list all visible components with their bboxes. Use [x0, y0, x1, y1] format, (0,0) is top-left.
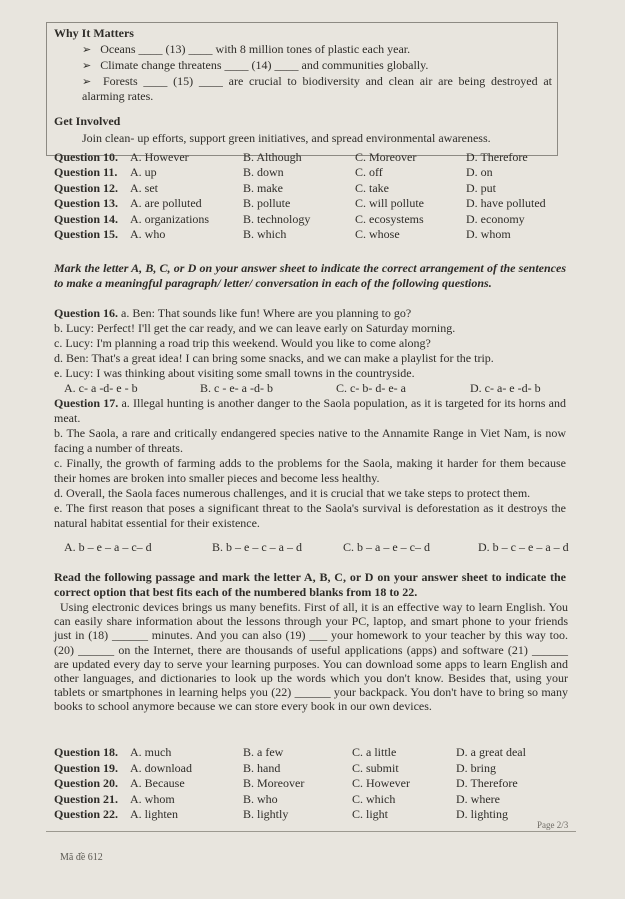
question-label: Question 14.: [54, 211, 119, 226]
q17-line-c: c. Finally, the growth of farming adds to the problems for the Saola, making it harder for them because their homes are broken into smaller pieces and become less healthy.: [54, 456, 566, 485]
instruction-arrangement: Mark the letter A, B, C, or D on your answer sheet to indicate the correct arrangement of the sentences to make a meaningful paragraph/ letter/ conversation in each of the following questions.: [54, 261, 566, 290]
q16-line-e: e. Lucy: I was thinking about visiting some small towns in the countryside.: [54, 366, 415, 380]
option-c[interactable]: C. a little: [352, 745, 397, 759]
option-c[interactable]: C. light: [352, 807, 389, 822]
q17-line-b: b. The Saola, a rare and critically endangered species native to the Annamite Range in Viet Nam, is now facing a number of threats.: [54, 426, 566, 455]
option-c[interactable]: C. Moreover: [355, 150, 417, 164]
option-a[interactable]: A. Because: [130, 776, 185, 791]
option-a[interactable]: A. download: [130, 760, 192, 775]
question-label: Question 11.: [54, 165, 118, 180]
q17-line-d: d. Overall, the Saola faces numerous challenges, and it is crucial that we take steps to protect them.: [54, 486, 531, 500]
instruction-cloze: Read the following passage and mark the letter A, B, C, or D on your answer sheet to indicate the correct option that best fits each of the numbered blanks from 18 to 22.: [54, 570, 566, 599]
option-a[interactable]: A. are polluted: [130, 196, 202, 211]
bullet-item: [82, 58, 428, 73]
option-a[interactable]: A. However: [130, 150, 189, 164]
bullet-text: Forests ____ (15) ____ are crucial to biodiversity and clean air are being destroyed at alarming rates.: [82, 74, 552, 103]
question-label: Question 15.: [54, 227, 119, 241]
q16-line-a: a. Ben: That sounds like fun! Where are you planning to go?: [121, 306, 412, 320]
q16-option-c[interactable]: C. c- b- d- e- a: [336, 381, 406, 395]
q16-line-d: d. Ben: That's a great idea! I can bring some snacks, and we can make a playlist for the trip.: [54, 351, 494, 365]
option-a[interactable]: A. lighten: [130, 807, 178, 822]
option-b[interactable]: B. make: [243, 180, 283, 195]
question-label: Question 21.: [54, 791, 119, 806]
question-label: Question 18.: [54, 745, 119, 759]
option-d[interactable]: D. Therefore: [456, 776, 518, 791]
q16-option-b[interactable]: B. c - e- a -d- b: [200, 381, 273, 395]
option-b[interactable]: B. Although: [243, 150, 302, 164]
option-b[interactable]: B. hand: [243, 760, 281, 775]
question-17: [54, 396, 566, 425]
arrow-bullet-icon: ➢: [82, 76, 92, 88]
question-label: Question 16.: [54, 306, 119, 320]
option-b[interactable]: B. pollute: [243, 196, 291, 211]
question-label: Question 22.: [54, 807, 119, 822]
question-label: Question 12.: [54, 180, 119, 195]
q17-option-c[interactable]: C. b – a – e – c– d: [343, 540, 430, 554]
option-c[interactable]: C. whose: [355, 227, 400, 241]
option-d[interactable]: D. where: [456, 791, 500, 806]
option-b[interactable]: B. which: [243, 227, 287, 241]
option-d[interactable]: D. on: [466, 165, 493, 180]
question-label: Question 19.: [54, 760, 119, 775]
reading-passage: Using electronic devices brings us many benefits. First of all, it is an effective way to learn English. You can easily share information about the lessons through your PC, laptop, and smart phone to your friends just in (18) ______ minutes. And you can also (19) ___ your homework to your teacher by this way too. (20) ______ on the Internet, there are thousands of useful applications (apps) and software (21) ______ are updated every day to serve your learning purposes. You can download some apps to learn English and other languages, and dictionaries to look up the words which you don't know. Besides that, using your tablets or smartphones in learning helps you (22) ______ your backpack. You don't have to bring so many books to school anymore because we can store every book in our own devices.: [54, 600, 568, 714]
bullet-text: Oceans ____ (13) ____ with 8 million tones of plastic each year.: [100, 42, 411, 56]
option-b[interactable]: B. who: [243, 791, 278, 806]
q17-option-b[interactable]: B. b – e – c – a – d: [212, 540, 302, 554]
option-b[interactable]: B. down: [243, 165, 284, 180]
bullet-item: [82, 42, 410, 57]
option-d[interactable]: D. bring: [456, 760, 496, 775]
arrow-bullet-icon: ➢: [82, 44, 92, 56]
option-d[interactable]: D. lighting: [456, 807, 509, 822]
option-b[interactable]: B. lightly: [243, 807, 289, 822]
option-c[interactable]: C. However: [352, 776, 410, 791]
q16-line-c: c. Lucy: I'm planning a road trip this weekend. Would you like to come along?: [54, 336, 431, 350]
option-c[interactable]: C. off: [355, 165, 383, 180]
option-a[interactable]: A. up: [130, 165, 157, 180]
option-b[interactable]: B. a few: [243, 745, 284, 759]
exam-code: Mã đề 612: [60, 852, 103, 863]
q16-option-d[interactable]: D. c- a- e -d- b: [470, 381, 541, 395]
box-heading: Why It Matters: [54, 26, 134, 40]
q17-option-a[interactable]: A. b – e – a – c– d: [64, 540, 152, 554]
involved-heading: Get Involved: [54, 114, 121, 128]
question-label: Question 13.: [54, 196, 119, 211]
question-16: [54, 306, 411, 320]
involved-text: Join clean- up efforts, support green initiatives, and spread environmental awareness.: [82, 131, 491, 145]
option-c[interactable]: C. which: [352, 791, 396, 806]
q17-option-d[interactable]: D. b – c – e – a – d: [478, 540, 569, 554]
q17-line-e: e. The first reason that poses a significant threat to the Saola's survival is deforestation as it destroys the natural habitat essential for their existence.: [54, 501, 566, 530]
option-c[interactable]: C. ecosystems: [355, 211, 424, 226]
option-a[interactable]: A. who: [130, 227, 166, 241]
option-a[interactable]: A. set: [130, 180, 158, 195]
option-b[interactable]: B. technology: [243, 211, 311, 226]
option-c[interactable]: C. submit: [352, 760, 399, 775]
option-d[interactable]: D. have polluted: [466, 196, 546, 211]
question-label: Question 20.: [54, 776, 119, 791]
arrow-bullet-icon: ➢: [82, 60, 92, 72]
option-d[interactable]: D. a great deal: [456, 745, 526, 759]
option-d[interactable]: D. whom: [466, 227, 511, 241]
q16-line-b: b. Lucy: Perfect! I'll get the car ready, and we can leave early on Saturday morning.: [54, 321, 456, 335]
q17-line-a: a. Illegal hunting is another danger to the Saola population, as it is targeted for its horns and meat.: [54, 396, 566, 425]
footer-divider: [46, 831, 576, 832]
question-label: Question 10.: [54, 150, 119, 164]
q16-option-a[interactable]: A. c- a -d- e - b: [64, 381, 138, 395]
option-d[interactable]: D. Therefore: [466, 150, 528, 164]
bullet-item: [82, 74, 552, 103]
option-c[interactable]: C. take: [355, 180, 389, 195]
option-a[interactable]: A. whom: [130, 791, 175, 806]
bullet-text: Climate change threatens ____ (14) ____ and communities globally.: [100, 58, 429, 72]
option-b[interactable]: B. Moreover: [243, 776, 305, 791]
option-d[interactable]: D. put: [466, 180, 496, 195]
question-label: Question 17.: [54, 396, 119, 410]
option-d[interactable]: D. economy: [466, 211, 525, 226]
option-a[interactable]: A. much: [130, 745, 172, 759]
option-a[interactable]: A. organizations: [130, 211, 210, 226]
option-c[interactable]: C. will pollute: [355, 196, 424, 211]
page-number: Page 2/3: [537, 820, 569, 830]
